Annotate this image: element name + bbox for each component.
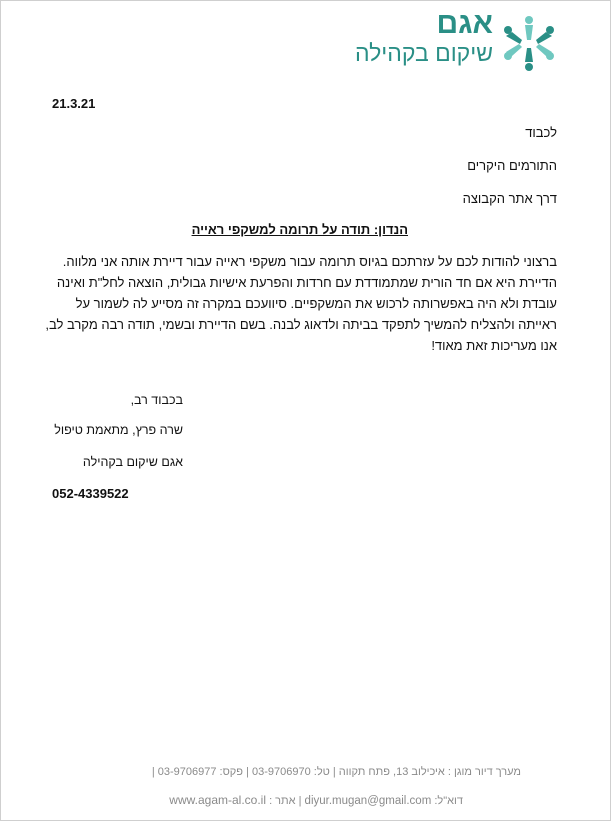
signer-name-role: שרה פרץ, מתאמת טיפול xyxy=(54,423,183,437)
signer-phone: 052-4339522 xyxy=(52,486,129,501)
logo-figures xyxy=(504,16,554,71)
agam-logo-icon xyxy=(496,12,562,74)
letter-date: 21.3.21 xyxy=(52,96,96,111)
closing: בכבוד רב, xyxy=(130,393,183,407)
logo-title: אגם xyxy=(436,7,493,40)
footer-contact-line xyxy=(169,793,463,807)
letter-body xyxy=(47,251,557,356)
recipient: התורמים היקרים xyxy=(467,158,557,173)
footer-email-link[interactable]: diyur.mugan@gmail.com xyxy=(304,795,432,807)
footer-website-link[interactable]: www.agam-al.co.il xyxy=(169,793,266,807)
subject-line: הנדון: תודה על תרומה למשקפי ראייה xyxy=(191,222,408,237)
footer-site-label: אתר : xyxy=(269,795,296,807)
body-line: הדיירת היא אם חד הורית שמתמודדת עם חרדות והפרעת אישיות גבולית, הוצאה לחל"ת ואינה xyxy=(56,275,557,290)
via-line: דרך אתר הקבוצה xyxy=(462,191,557,206)
footer-email-label: דוא"ל: xyxy=(434,795,463,807)
signer-organization: אגם שיקום בקהילה xyxy=(82,455,183,469)
body-line: אנו מעריכות זאת מאוד! xyxy=(431,338,557,353)
footer-separator: | xyxy=(298,795,302,807)
body-line: ראייתה ולהצליח להמשיך לתפקד בביתה ולדאוג לבנה. בשם הדיירת ובשמי, תודה רבה מקרב לב, xyxy=(45,317,557,332)
body-line: עובדת ולא היה באפשרותה לרכוש את המשקפיים. סיוועכם במקרה זה מסייע לה לשמור על xyxy=(75,296,557,311)
logo-subtitle: שיקום בקהילה xyxy=(354,40,493,66)
footer-address-line: מערך דיור מוגן : איכילוב 13, פתח תקווה | טל: 03-9706970 | פקס: 03-9706977 | xyxy=(151,766,521,778)
body-line: ברצוני להודות לכם על עזרתכם בגיוס תרומה עבור משקפי ראייה עבור דיירת אותה אני מלווה. xyxy=(62,254,557,269)
greeting: לכבוד xyxy=(525,125,557,140)
